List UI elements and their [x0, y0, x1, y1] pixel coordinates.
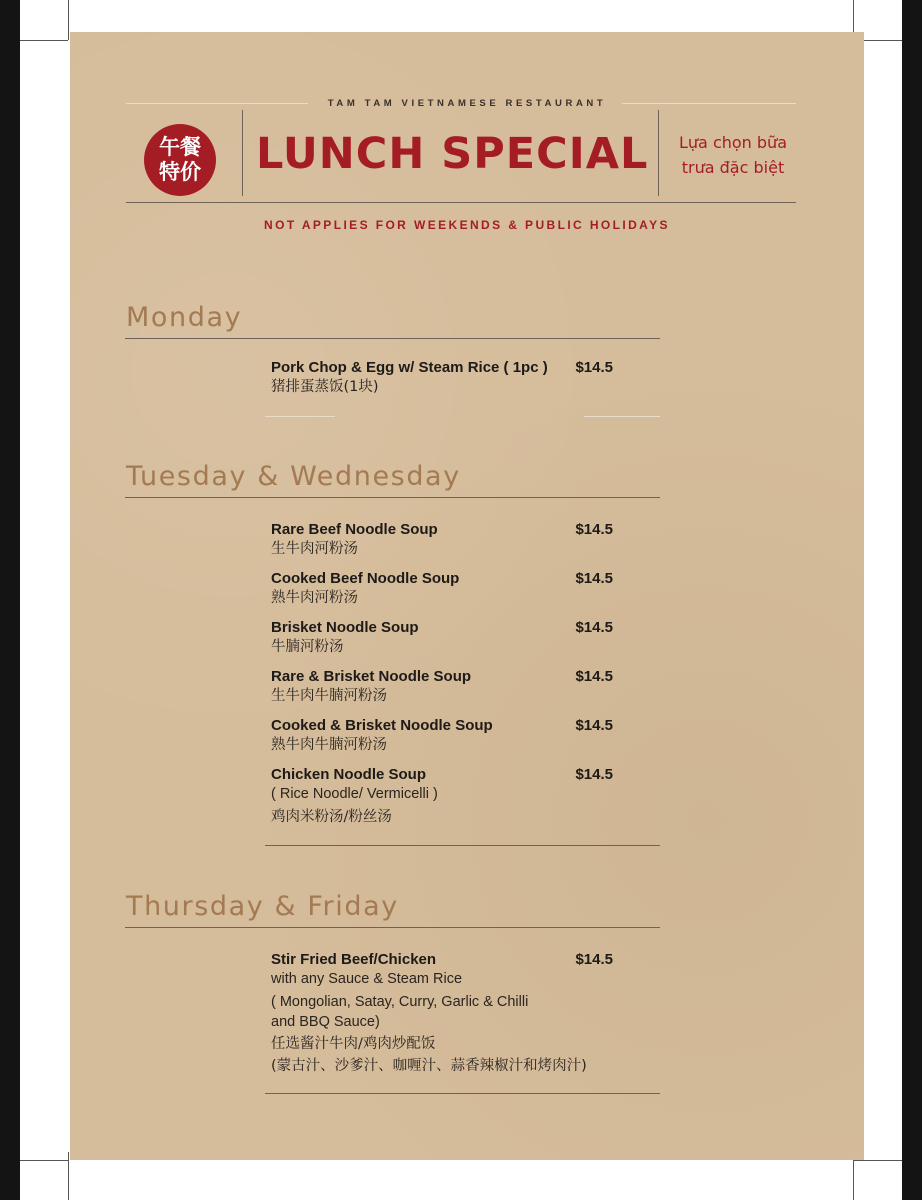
menu-item [271, 569, 613, 608]
item-chinese: 熟牛肉河粉汤 [271, 590, 358, 606]
item-price: $14.5 [575, 766, 613, 783]
page-title: LUNCH SPECIAL [256, 129, 649, 179]
section-title-tuesday-wednesday: Tuesday & Wednesday [126, 461, 461, 492]
item-price: $14.5 [575, 668, 613, 685]
item-description: ( Rice Noodle/ Vermicelli ) [271, 786, 438, 802]
crop-mark [20, 1160, 68, 1161]
item-price: $14.5 [575, 359, 613, 376]
vietnamese-line-1: Lựa chọn bữa [679, 133, 787, 152]
menu-item [271, 618, 613, 657]
item-name: Rare Beef Noodle Soup [271, 521, 438, 538]
item-price: $14.5 [575, 521, 613, 538]
header-divider-right [658, 110, 659, 196]
item-name: Cooked Beef Noodle Soup [271, 570, 460, 587]
item-chinese: (蒙古汁、沙爹汁、咖喱汁、蒜香辣椒汁和烤肉汁) [271, 1058, 587, 1074]
vietnamese-line-2: trưa đặc biệt [681, 158, 785, 177]
item-sauce-list: ( Mongolian, Satay, Curry, Garlic & Chilli [271, 994, 529, 1010]
crop-mark [854, 1160, 902, 1161]
item-price: $14.5 [575, 951, 613, 968]
section-rule [125, 497, 660, 498]
menu-item [271, 667, 613, 706]
crop-mark [20, 40, 68, 41]
crop-mark [68, 0, 69, 40]
badge-line-2: 特价 [159, 160, 201, 184]
badge-line-1: 午餐 [159, 135, 201, 159]
item-chinese: 牛腩河粉汤 [271, 639, 344, 655]
header-divider-left [242, 110, 243, 196]
item-name: Stir Fried Beef/Chicken [271, 951, 437, 968]
item-chinese: 任选酱汁牛肉/鸡肉炒配饭 [271, 1036, 436, 1052]
item-sauce-list: and BBQ Sauce) [271, 1014, 380, 1030]
item-name: Brisket Noodle Soup [271, 619, 419, 636]
section-title-thursday-friday: Thursday & Friday [126, 891, 399, 922]
holiday-notice: NOT APPLIES FOR WEEKENDS & PUBLIC HOLIDAYS [264, 218, 670, 232]
item-chinese: 生牛肉河粉汤 [271, 541, 358, 557]
menu-item [271, 358, 613, 397]
item-name: Pork Chop & Egg w/ Steam Rice ( 1pc ) [271, 359, 548, 376]
menu-item [271, 950, 613, 1076]
item-price: $14.5 [575, 570, 613, 587]
menu-item [271, 765, 613, 827]
section-end-rule [265, 416, 335, 417]
item-chinese: 猪排蛋蒸饭(1块) [271, 379, 379, 395]
menu-item [271, 520, 613, 559]
item-description: with any Sauce & Steam Rice [271, 971, 463, 987]
section-rule [125, 338, 660, 339]
section-end-rule [265, 845, 660, 846]
item-price: $14.5 [575, 717, 613, 734]
item-name: Cooked & Brisket Noodle Soup [271, 717, 493, 734]
lunch-special-badge [144, 124, 216, 196]
restaurant-name: TAM TAM VIETNAMESE RESTAURANT [327, 98, 607, 109]
menu-paper [70, 32, 864, 1160]
section-title-monday: Monday [126, 302, 243, 333]
item-price: $14.5 [575, 619, 613, 636]
section-rule [125, 927, 660, 928]
item-chinese: 生牛肉牛腩河粉汤 [271, 688, 387, 704]
section-end-rule [584, 416, 660, 417]
crop-mark [68, 1152, 69, 1200]
header-bottom-rule [126, 202, 796, 203]
menu-item [271, 716, 613, 755]
item-name: Chicken Noodle Soup [271, 766, 427, 783]
vietnamese-subtitle [666, 130, 800, 180]
section-end-rule [265, 1093, 660, 1094]
item-name: Rare & Brisket Noodle Soup [271, 668, 472, 685]
item-chinese: 熟牛肉牛腩河粉汤 [271, 737, 387, 753]
item-chinese: 鸡肉米粉汤/粉丝汤 [271, 809, 392, 825]
